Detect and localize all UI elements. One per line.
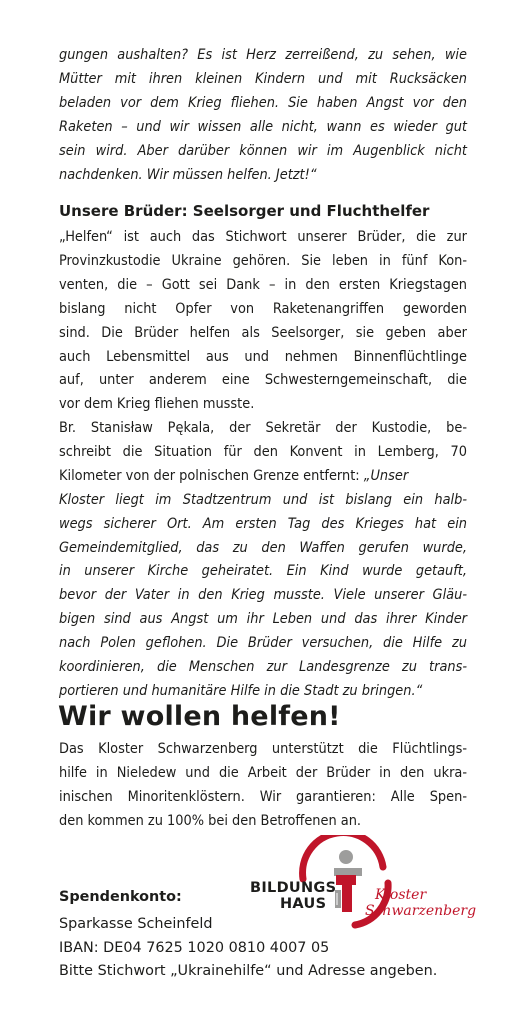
text-line: Das Kloster Schwarzenberg unterstützt die Flüchtlings- <box>59 741 467 757</box>
text-line: nach Polen geflohen. Die Brüder versuchen, die Hilfe zu <box>59 635 467 652</box>
text-line: den kommen zu 100% bei den Betroffenen an. <box>59 812 362 829</box>
text-line <box>59 465 467 489</box>
text-line: sind. Die Brüder helfen als Seelsorger, sie geben aber <box>59 324 467 341</box>
text-line: inischen Minoritenklöstern. Wir garantieren: Alle Spen- <box>59 788 467 805</box>
text-line: wegs sicherer Ort. Am ersten Tag des Krieges hat ein <box>59 515 467 532</box>
iban: IBAN: DE04 7625 1020 0810 4007 05 <box>59 940 330 956</box>
text-line: nachdenken. Wir müssen helfen. Jetzt!“ <box>59 166 317 183</box>
text-line: sein wird. Aber darüber können wir im Augenblick nicht <box>59 142 467 159</box>
section-heading-brothers: Unsere Brüder: Seelsorger und Fluchthelfer <box>59 202 430 220</box>
bildungshaus-logo <box>245 835 475 930</box>
text-line: vor dem Krieg fliehen musste. <box>59 396 255 413</box>
text-line: bigen sind aus Angst um ihr Leben und das ihrer Kinder <box>59 611 467 628</box>
text-line: hilfe in Nieledew und die Arbeit der Brüder in den ukra- <box>59 764 467 781</box>
brothers-paragraph-2 <box>59 417 467 704</box>
text-line: „Helfen“ ist auch das Stichwort unserer Brüder, die zur <box>59 229 467 245</box>
section-heading-help: Wir wollen helfen! <box>58 701 341 732</box>
bank-name: Sparkasse Scheinfeld <box>59 916 213 932</box>
logo-word-haus: HAUS <box>280 896 327 912</box>
quote-start: „Unser <box>363 467 409 484</box>
text-line: bislang nicht Opfer von Raketenangriffen geworden <box>59 300 467 317</box>
text-line: in unserer Kirche geheiratet. Ein Kind wurde getauft, <box>59 563 467 580</box>
text-line: schreibt die Situation für den Konvent in Lemberg, 70 <box>59 443 467 460</box>
logo-script-schwarzenberg: Schwarzenberg <box>365 903 477 919</box>
text-line: Raketen – und wir wissen alle nicht, wann es wieder gut <box>59 118 467 135</box>
text-line: Gemeindemitglied, das zu den Waffen gerufen wurde, <box>59 539 467 556</box>
text-line: Br. Stanisław Pękala, der Sekretär der Kustodie, be- <box>59 420 467 436</box>
text-line: gungen aushalten? Es ist Herz zerreißend, zu sehen, wie <box>59 47 467 63</box>
text-line: auch Lebensmittel aus und nehmen Binnenflüchtlinge <box>59 348 467 365</box>
brothers-paragraph-1 <box>59 226 467 417</box>
intro-quote <box>59 44 467 187</box>
text-line: Provinzkustodie Ukraine gehören. Sie leben in fünf Kon- <box>59 252 467 269</box>
text-line: Kloster liegt im Stadtzentrum und ist bislang ein halb- <box>59 491 467 508</box>
donation-label: Spendenkonto: <box>59 889 182 905</box>
text-line: venten, die – Gott sei Dank – in den ersten Kriegstagen <box>59 276 467 293</box>
logo-word-bildungs: BILDUNGS <box>250 880 337 896</box>
text-line: Mütter mit ihren kleinen Kindern und mit Rucksäcken <box>59 70 467 87</box>
text-line: auf, unter anderem eine Schwesterngemeinschaft, die <box>59 372 467 389</box>
help-paragraph <box>59 738 467 834</box>
logo-script-kloster: Kloster <box>375 887 427 903</box>
text-line: bevor der Vater in den Krieg musste. Viele unserer Gläu- <box>59 587 467 604</box>
text-line: koordinieren, die Menschen zur Landesgrenze zu trans- <box>59 659 467 676</box>
text-segment: Kilometer von der polnischen Grenze entfernt: <box>59 467 364 484</box>
text-line: portieren und humanitäre Hilfe in die Stadt zu bringen.“ <box>59 682 423 699</box>
text-line: beladen vor dem Krieg fliehen. Sie haben Angst vor den <box>59 94 467 111</box>
donation-note: Bitte Stichwort „Ukrainehilfe“ und Adresse angeben. <box>59 963 438 979</box>
